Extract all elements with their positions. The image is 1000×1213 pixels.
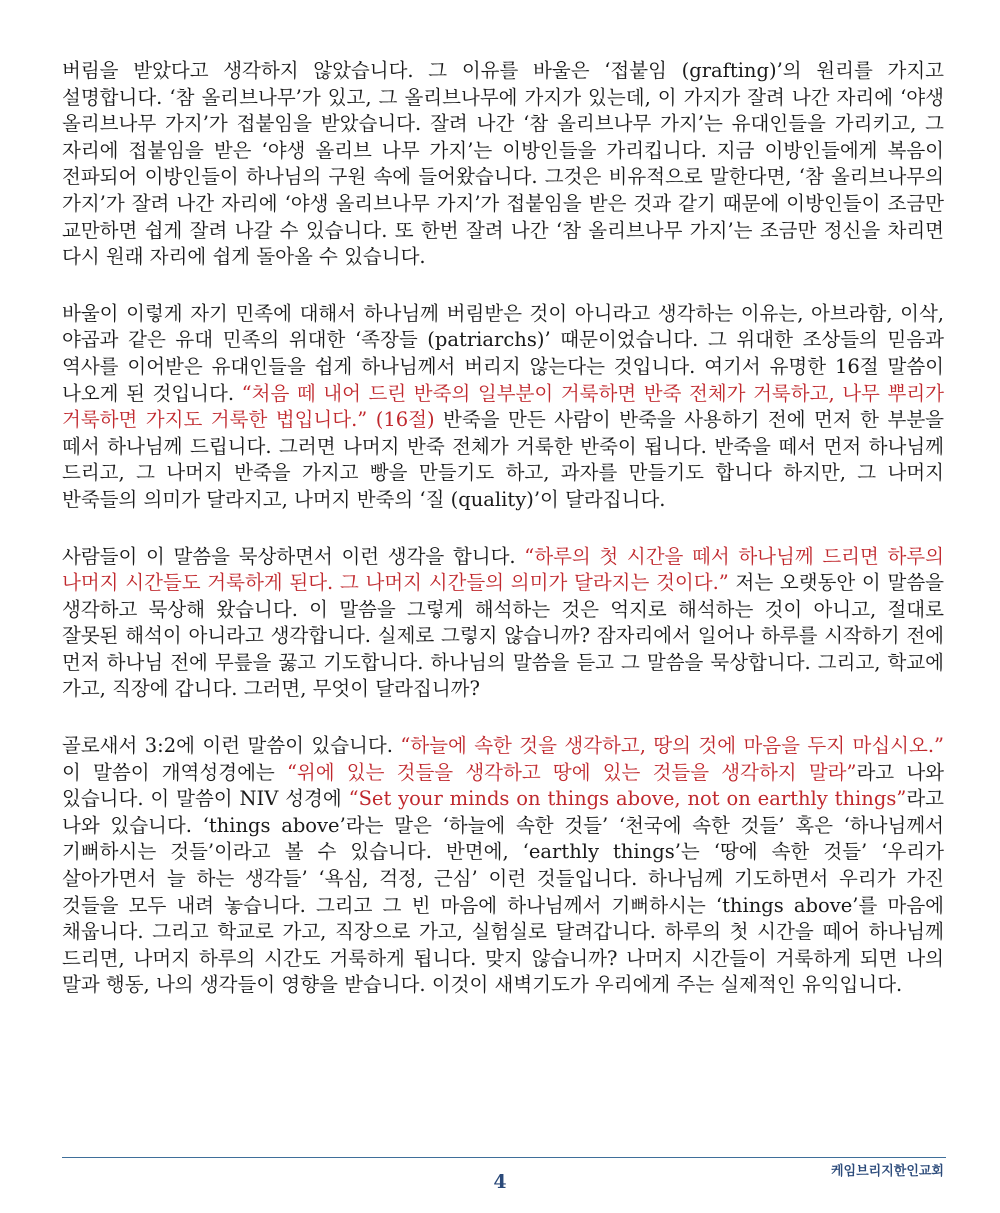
scripture-quote: “하루의 첫 시간을 떼서 하나님께 드리면 하루의 나머지 시간들도 거룩하게 된다. 그 나머지 시간들의 의미가 달라지는 것이다.” bbox=[62, 544, 944, 595]
text-segment: 라고 나와 있습니다. 이 말씀이 NIV 성경에 bbox=[62, 760, 945, 811]
footer-rule bbox=[62, 1157, 946, 1158]
paragraph-3 bbox=[62, 544, 944, 704]
scripture-quote: “하늘에 속한 것을 생각하고, 땅의 것에 마음을 두지 마십시오.” bbox=[400, 734, 944, 758]
paragraph-2 bbox=[62, 301, 944, 514]
text-segment: 라고 나와 있습니다. ‘things above’라는 말은 ‘하늘에 속한 것들’ ‘천국에 속한 것들’ 혹은 ‘하나님께서 기뻐하시는 것들’이라고 볼 수 있습니다. 반면에, ‘earthly things’는 ‘땅에 속한 것들’ ‘우리가 살아가면서 늘 하는 생각들’ ‘욕심, 걱정, 근심’ 이런 것들입니다. 하나님께 기도하면서 우리가 가진 것들을 모두 내려 놓습니다. 그리고 그 빈 마음에 하나님께서 기뻐하시는 ‘things above’를 마음에 채웁니다. 그리고 학교로 가고, 직장으로 가고, 실험실로 달려갑니다. 하루의 첫 시간을 떼어 하나님께 드리면, 나머지 하루의 시간도 거룩하게 됩니다. 맞지 않습니까? 나머지 시간들이 거룩하게 되면 나의 말과 행동, 나의 생각들이 영향을 받습니다. 이것이 새벽기도가 우리에게 주는 실제적인 유익입니다. bbox=[62, 787, 944, 997]
scripture-quote: “위에 있는 것들을 생각하고 땅에 있는 것들을 생각하지 말라” bbox=[286, 760, 857, 784]
paragraph-4 bbox=[62, 733, 944, 999]
paragraph-1 bbox=[62, 58, 944, 271]
text-segment: 버림을 받았다고 생각하지 않았습니다. 그 이유를 바울은 ‘접붙임 (grafting)’의 원리를 가지고 설명합니다. ‘참 올리브나무’가 있고, 그 올리브나무에 가지가 있는데, 이 가지가 잘려 나간 자리에 ‘야생 올리브나무 가지’가 접붙임을 받았습니다. 잘려 나간 ‘참 올리브나무 가지’는 유대인들을 가리키고, 그 자리에 접붙임을 받은 ‘야생 올리브 나무 가지’는 이방인들을 가리킵니다. 지금 이방인들에게 복음이 전파되어 이방인들이 하나님의 구원 속에 들어왔습니다. 그것은 비유적으로 말한다면, ‘참 올리브나무의 가지’가 잘려 나간 자리에 ‘야생 올리브나무 가지’가 접붙임을 받은 것과 같기 때문에 이방인들이 조금만 교만하면 쉽게 잘려 나갈 수 있습니다. 또 한번 잘려 나간 ‘참 올리브나무 가지’는 조금만 정신을 차리면 다시 원래 자리에 쉽게 돌아올 수 있습니다. bbox=[62, 59, 944, 269]
text-segment: 반죽을 만든 사람이 반죽을 사용하기 전에 먼저 한 부분을 떼서 하나님께 드립니다. 그러면 나머지 반죽 전체가 거룩한 반죽이 됩니다. 반죽을 떼서 먼저 하나님께 드리고, 그 나머지 반죽을 가지고 빵을 만들기도 하고, 과자를 만들기도 합니다 하지만, 그 나머지 반죽들의 의미가 달라지고, 나머지 반죽의 ‘질 (quality)’이 달라집니다. bbox=[62, 408, 944, 511]
text-segment: 저는 오랫동안 이 말씀을 생각하고 묵상해 왔습니다. 이 말씀을 그렇게 해석하는 것은 억지로 해석하는 것이 아니고, 절대로 잘못된 해석이 아니라고 생각합니다. 실제로 그렇지 않습니까? 잠자리에서 일어나 하루를 시작하기 전에 먼저 하나님 전에 무릎을 꿇고 기도합니다. 하나님의 말씀을 듣고 그 말씀을 묵상합니다. 그리고, 학교에 가고, 직장에 갑니다. 그러면, 무엇이 달라집니까? bbox=[62, 571, 944, 701]
body-text bbox=[62, 58, 944, 1029]
text-segment: 이 말씀이 개역성경에는 bbox=[62, 760, 287, 784]
text-segment: 바울이 이렇게 자기 민족에 대해서 하나님께 버림받은 것이 아니라고 생각하는 이유는, 아브라함, 이삭, 야곱과 같은 유대 민족의 위대한 ‘족장들 (patriarchs)’ 때문이었습니다. 그 위대한 조상들의 믿음과 역사를 이어받은 유대인들을 쉽게 하나님께서 버리지 않는다는 것입니다. 여기서 유명한 16절 말씀이 나오게 된 것입니다. bbox=[62, 301, 944, 405]
scripture-quote: “처음 떼 내어 드린 반죽의 일부분이 거룩하면 반죽 전체가 거룩하고, 나무 뿌리가 거룩하면 가지도 거룩한 법입니다.” (16절) bbox=[62, 381, 944, 432]
text-segment: 골로새서 3:2에 이런 말씀이 있습니다. bbox=[62, 734, 401, 758]
page-number: 4 bbox=[493, 1171, 507, 1193]
text-segment: 사람들이 이 말씀을 묵상하면서 이런 생각을 합니다. bbox=[62, 544, 525, 568]
church-name: 케임브리지한인교회 bbox=[830, 1164, 944, 1179]
scripture-quote: “Set your minds on things above, not on earthly things” bbox=[348, 787, 907, 811]
